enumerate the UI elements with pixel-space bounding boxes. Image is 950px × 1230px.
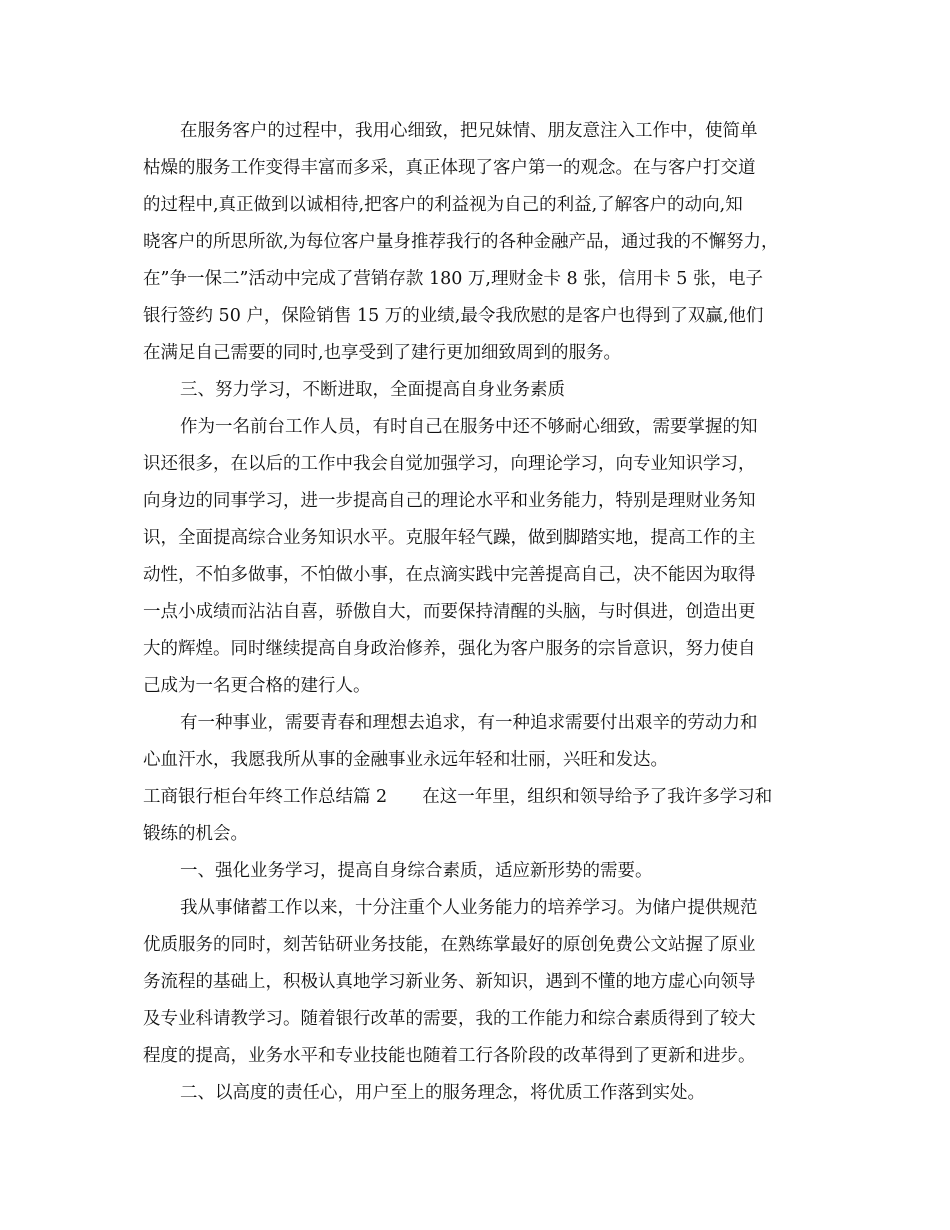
- paragraph-line: 己成为一名更合格的建行人。: [143, 676, 371, 696]
- paragraph-line: 锻练的机会。: [143, 824, 248, 844]
- paragraph-line: 心血汗水，我愿我所从事的金融事业永远年轻和壮丽，兴旺和发达。: [143, 750, 668, 770]
- paragraph-line: 在服务客户的过程中，我用心细致，把兄妹情、朋友意注入工作中，使简单: [180, 121, 758, 141]
- section-heading: 三、努力学习，不断进取，全面提高自身业务素质: [180, 380, 565, 400]
- paragraph-line: 向身边的同事学习，进一步提高自己的理论水平和业务能力，特别是理财业务知: [143, 491, 756, 511]
- article-title-line: 工商银行柜台年终工作总结篇 2 在这一年里，组织和领导给予了我许多学习和: [143, 787, 773, 807]
- section-heading: 二、以高度的责任心，用户至上的服务理念，将优质工作落到实处。: [180, 1083, 705, 1103]
- paragraph-line: 在”争一保二”活动中完成了营销存款 180 万,理财金卡 8 张，信用卡 5 张，电子: [143, 269, 764, 289]
- paragraph-line: 优质服务的同时，刻苦钻研业务技能，在熟练掌最好的原创免费公文站握了原业: [143, 935, 756, 955]
- paragraph-line: 及专业科请教学习。随着银行改革的需要，我的工作能力和综合素质得到了较大: [143, 1009, 756, 1029]
- paragraph-line: 银行签约 50 户，保险销售 15 万的业绩,最令我欣慰的是客户也得到了双赢,他们: [143, 306, 764, 326]
- paragraph-line: 的过程中,真正做到以诚相待,把客户的利益视为自己的利益,了解客户的动向,知: [143, 195, 743, 215]
- paragraph-line: 我从事储蓄工作以来，十分注重个人业务能力的培养学习。为储户提供规范: [180, 898, 758, 918]
- paragraph-line: 晓客户的所思所欲,为每位客户量身推荐我行的各种金融产品，通过我的不懈努力，: [143, 232, 779, 252]
- paragraph-line: 枯燥的服务工作变得丰富而多采，真正体现了客户第一的观念。在与客户打交道: [143, 158, 756, 178]
- paragraph-line: 大的辉煌。同时继续提高自身政治修养，强化为客户服务的宗旨意识，努力使自: [143, 639, 756, 659]
- paragraph-line: 程度的提高，业务水平和专业技能也随着工行各阶段的改革得到了更新和进步。: [143, 1046, 756, 1066]
- paragraph-line: 识，全面提高综合业务知识水平。克服年轻气躁，做到脚踏实地，提高工作的主: [143, 528, 756, 548]
- paragraph-line: 在满足自己需要的同时,也享受到了建行更加细致周到的服务。: [143, 343, 622, 363]
- paragraph-line: 务流程的基础上，积极认真地学习新业务、新知识，遇到不懂的地方虚心向领导: [143, 972, 756, 992]
- paragraph-line: 一点小成绩而沾沾自喜，骄傲自大，而要保持清醒的头脑，与时俱进，创造出更: [143, 602, 756, 622]
- paragraph-line: 识还很多，在以后的工作中我会自觉加强学习，向理论学习，向专业知识学习，: [143, 454, 756, 474]
- section-heading: 一、强化业务学习，提高自身综合素质，适应新形势的需要。: [180, 861, 653, 881]
- paragraph-line: 作为一名前台工作人员，有时自己在服务中还不够耐心细致，需要掌握的知: [180, 417, 758, 437]
- paragraph-line: 动性，不怕多做事，不怕做小事，在点滴实践中完善提高自己，决不能因为取得: [143, 565, 756, 585]
- paragraph-line: 有一种事业，需要青春和理想去追求，有一种追求需要付出艰辛的劳动力和: [180, 713, 758, 733]
